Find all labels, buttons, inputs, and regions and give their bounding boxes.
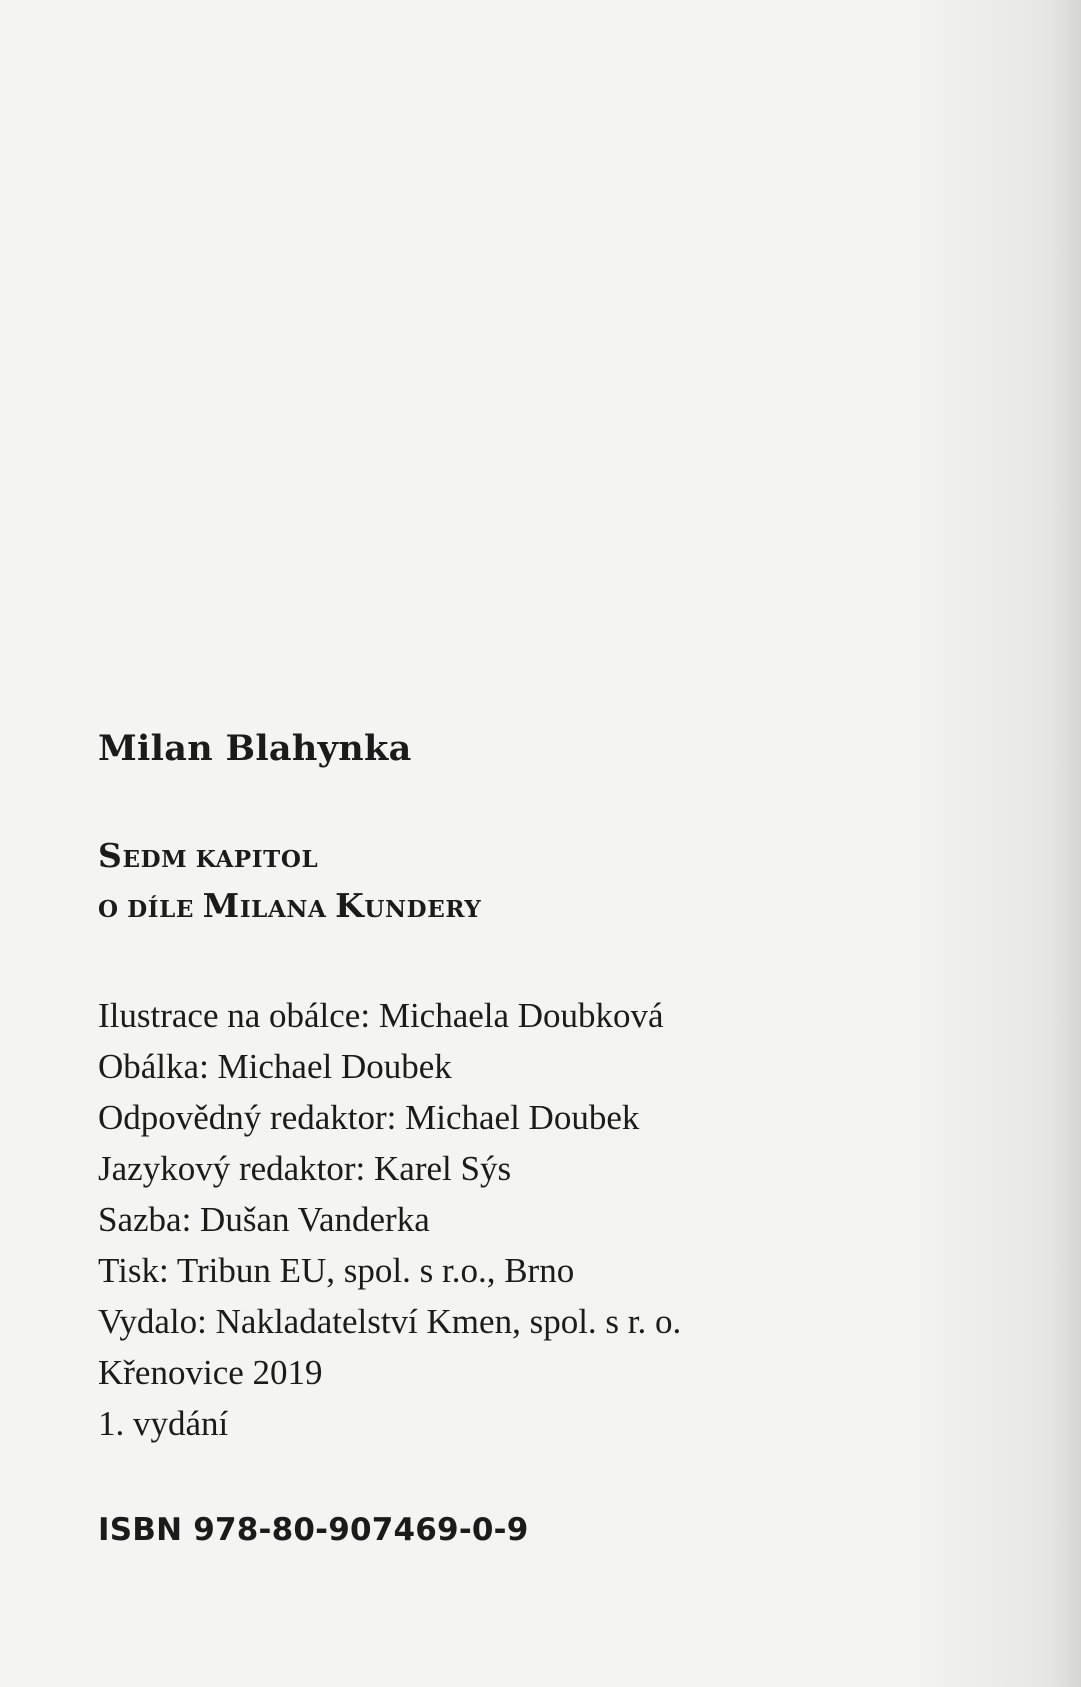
credit-line: Křenovice 2019 [98, 1353, 323, 1392]
credit-line: 1. vydání [98, 1404, 229, 1443]
title-segment: S [98, 836, 123, 875]
credit-line: Sazba: Dušan Vanderka [98, 1200, 430, 1239]
page-edge-shadow [1051, 0, 1081, 1687]
credit-line: Ilustrace na obálce: Michaela Doubková [98, 996, 664, 1035]
book-title-line-1 [98, 836, 318, 875]
credit-line: Obálka: Michael Doubek [98, 1047, 452, 1086]
credit-line: Tisk: Tribun EU, spol. s r.o., Brno [98, 1251, 575, 1290]
credit-line: Jazykový redaktor: Karel Sýs [98, 1149, 512, 1188]
isbn: ISBN 978-80-907469-0-9 [98, 1512, 529, 1548]
credits-block [98, 990, 681, 1449]
title-segment: EDM KAPITOL [122, 846, 319, 873]
title-segment: UNDERY [364, 896, 482, 923]
author-name: Milan Blahynka [98, 728, 412, 769]
title-segment: M [202, 886, 240, 925]
credit-line: Vydalo: Nakladatelství Kmen, spol. s r. o. [98, 1302, 682, 1341]
title-segment: ILANA [239, 896, 336, 923]
book-title-line-2 [98, 886, 481, 925]
title-segment: O DÍLE [98, 896, 203, 923]
credit-line: Odpovědný redaktor: Michael Doubek [98, 1098, 640, 1137]
title-segment: K [335, 886, 365, 925]
